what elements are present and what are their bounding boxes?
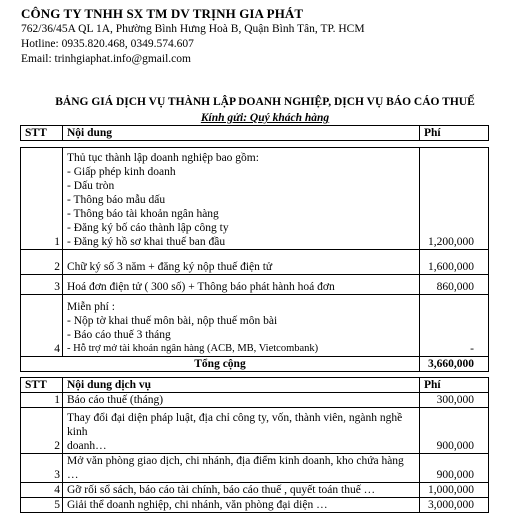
table-row [21, 408, 489, 454]
price-table-setup [20, 125, 489, 372]
row-content [63, 295, 420, 357]
table-row [21, 483, 489, 498]
row-line: - Đăng ký bố cáo thành lập công ty [67, 222, 229, 234]
price-table-services [20, 377, 489, 513]
row-fee: 900,000 [420, 454, 489, 483]
table-header-row [21, 126, 489, 141]
header-content: Nội dung [63, 126, 420, 141]
header-stt: STT [21, 126, 63, 141]
row-line: - Đăng ký hồ sơ khai thuế ban đầu [67, 236, 226, 248]
row-fee: - [420, 295, 489, 357]
row-line: - Hỗ trợ mở tài khoản ngân hàng (ACB, MB, Vietcombank) [67, 343, 319, 354]
table-header-row [21, 378, 489, 393]
row-stt: 4 [21, 483, 63, 498]
row-stt: 3 [21, 454, 63, 483]
total-row [21, 357, 489, 372]
row-fee: 1,600,000 [420, 250, 489, 275]
row-line: doanh… [67, 440, 107, 452]
header-fee: Phí [420, 126, 489, 141]
table-row [21, 498, 489, 513]
row-stt: 1 [21, 148, 63, 250]
row-line: - Thông báo tài khoản ngân hàng [67, 208, 219, 220]
row-line: - Báo cáo thuế 3 tháng [67, 329, 171, 341]
row-line: Thay đổi đại diện pháp luật, địa chỉ công ty, vốn, thành viên, ngành nghề kinh [67, 412, 403, 438]
table-row [21, 393, 489, 408]
table-row [21, 141, 489, 148]
row-content: Mở văn phòng giao dịch, chi nhánh, địa điểm kinh doanh, kho chứa hàng … [63, 454, 420, 483]
row-content: Gỡ rối sổ sách, báo cáo tài chính, báo cáo thuế , quyết toán thuế … [63, 483, 420, 498]
row-line: - Thông báo mẫu dấu [67, 194, 166, 206]
company-email: Email: trinhgiaphat.info@gmail.com [21, 53, 191, 65]
row-stt: 2 [21, 408, 63, 454]
row-stt: 1 [21, 393, 63, 408]
row-fee: 1,200,000 [420, 148, 489, 250]
row-line: - Dấu tròn [67, 180, 115, 192]
table-row [21, 454, 489, 483]
row-line: Miễn phí : [67, 301, 115, 313]
header-fee: Phí [420, 378, 489, 393]
total-fee: 3,660,000 [420, 357, 489, 372]
row-content [63, 148, 420, 250]
row-content: Chữ ký số 3 năm + đăng ký nộp thuế điện tử [63, 250, 420, 275]
table-row [21, 250, 489, 275]
row-fee: 900,000 [420, 408, 489, 454]
row-stt: 3 [21, 275, 63, 295]
row-fee: 3,000,000 [420, 498, 489, 513]
row-stt: 2 [21, 250, 63, 275]
row-content [63, 408, 420, 454]
row-fee: 1,000,000 [420, 483, 489, 498]
header-stt: STT [21, 378, 63, 393]
row-stt: 4 [21, 295, 63, 357]
row-content: Giải thể doanh nghiệp, chi nhánh, văn phòng đại diện … [63, 498, 420, 513]
row-line: Thủ tục thành lập doanh nghiệp bao gồm: [67, 152, 259, 164]
greeting: Kính gửi: Quý khách hàng [200, 112, 330, 124]
row-stt: 5 [21, 498, 63, 513]
row-content: Hoá đơn điện tử ( 300 số) + Thông báo phát hành hoá đơn [63, 275, 420, 295]
table-row [21, 148, 489, 250]
row-line: - Nộp tờ khai thuế môn bài, nộp thuế môn bài [67, 315, 278, 327]
table-row [21, 295, 489, 357]
row-line: - Giấp phép kinh doanh [67, 166, 176, 178]
company-address: 762/36/45A QL 1A, Phường Bình Hưng Hoà B, Quận Bình Tân, TP. HCM [21, 23, 365, 35]
company-hotline: Hotline: 0935.820.468, 0349.574.607 [21, 38, 194, 50]
document-title: BẢNG GIÁ DỊCH VỤ THÀNH LẬP DOANH NGHIỆP, DỊCH VỤ BÁO CÁO THUẾ [55, 96, 475, 108]
table-row [21, 275, 489, 295]
row-fee: 300,000 [420, 393, 489, 408]
company-name: CÔNG TY TNHH SX TM DV TRỊNH GIA PHÁT [21, 6, 304, 21]
row-content: Báo cáo thuế (tháng) [63, 393, 420, 408]
total-label: Tổng cộng [21, 357, 420, 372]
row-fee: 860,000 [420, 275, 489, 295]
header-content: Nội dung dịch vụ [63, 378, 420, 393]
